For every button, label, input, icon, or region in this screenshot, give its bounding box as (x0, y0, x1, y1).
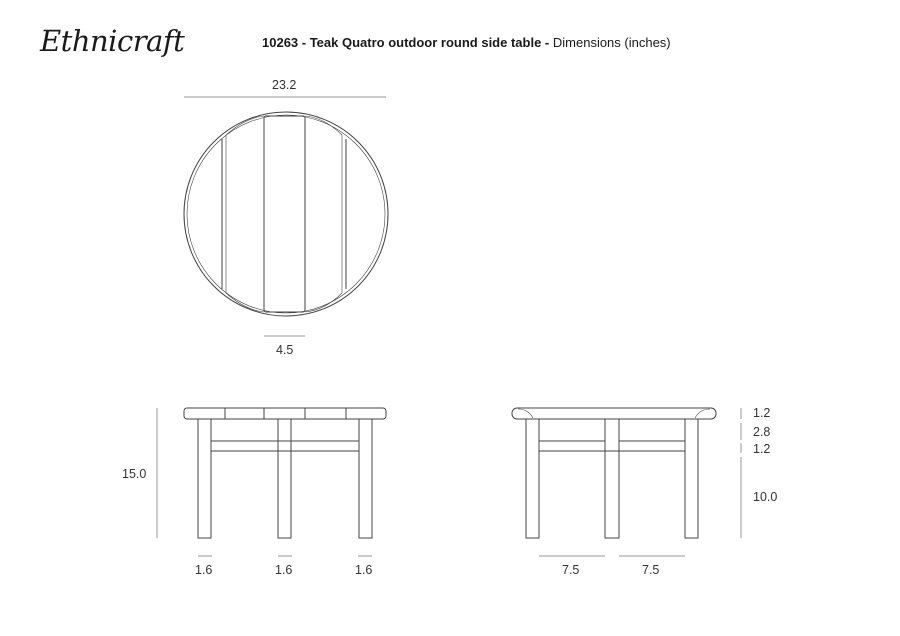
front-view (157, 408, 386, 556)
tabletop-outline (184, 112, 388, 316)
front-leg-left (198, 419, 211, 538)
side-leg-right (685, 419, 698, 538)
dim-leg-width-left: 1.6 (195, 563, 213, 577)
dim-leg-clearance: 10.0 (753, 490, 778, 504)
title-product: 10263 - Teak Quatro outdoor round side table - (262, 35, 550, 50)
front-leg-middle (278, 419, 291, 538)
side-tabletop (512, 408, 716, 419)
side-leg-left (526, 419, 539, 538)
dim-side-span-right: 7.5 (642, 563, 660, 577)
dim-top-thickness: 1.2 (753, 406, 771, 420)
dim-slat-width: 4.5 (276, 343, 294, 357)
side-view (512, 408, 741, 556)
center-slat (264, 116, 305, 312)
side-leg-middle (605, 419, 619, 538)
dim-leg-width-middle: 1.6 (275, 563, 293, 577)
brand-logo: Ethnicraft (40, 24, 185, 58)
dim-stretcher-height: 1.2 (753, 442, 771, 456)
front-leg-right (359, 419, 372, 538)
dim-side-span-left: 7.5 (562, 563, 580, 577)
front-tabletop (184, 408, 386, 419)
top-view (184, 97, 388, 336)
dim-total-height: 15.0 (122, 467, 147, 481)
dim-apron-height: 2.8 (753, 425, 771, 439)
dim-leg-width-right: 1.6 (355, 563, 373, 577)
dim-top-width: 23.2 (272, 78, 297, 92)
title-units: Dimensions (inches) (549, 35, 671, 50)
